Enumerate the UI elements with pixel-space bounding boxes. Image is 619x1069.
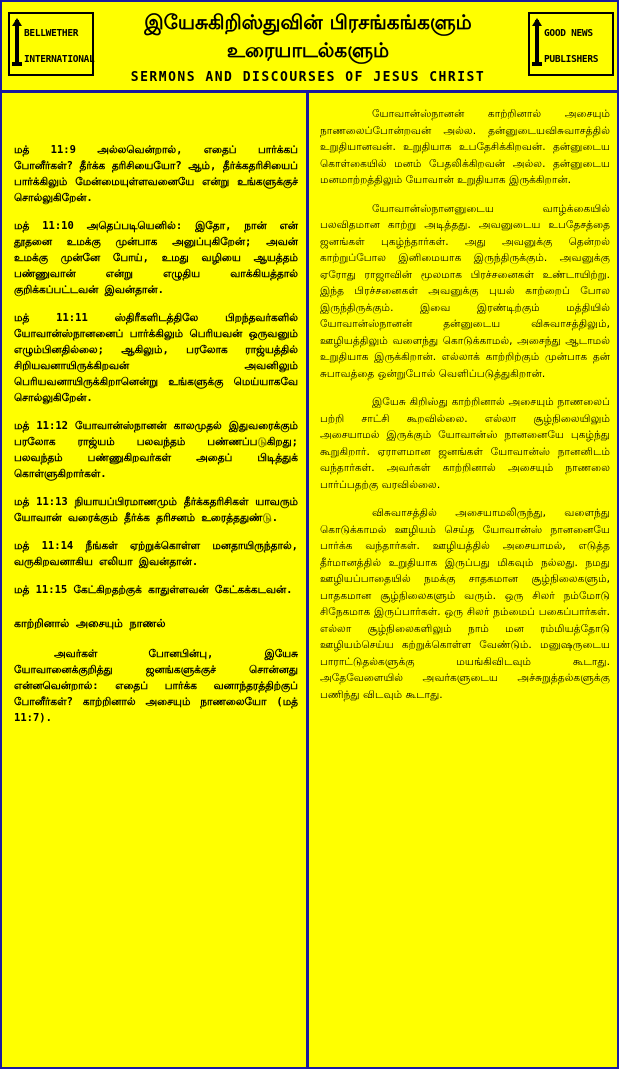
logo-right-line1: GOOD NEWS: [544, 28, 593, 39]
column-divider: [306, 93, 309, 1067]
logo-left-line2: INTERNATIONAL: [24, 54, 95, 65]
header: [2, 2, 617, 93]
section-heading: காற்றினால் அசையும் நாணல்: [14, 617, 166, 630]
title-tamil-line2: உரையாடல்களும்: [226, 38, 390, 62]
body-paragraph: யோவான்ஸ்நானனுடைய வாழ்க்கையில் பலவிதமான காற்று அடித்தது. அவனுடைய உபதேசத்தை ஜனங்கள் புகழ்ந்தார்கள். அது அவனுக்கு தென்றல் காற்றுப்போல இனிமையாக இருந்திருக்கும். அவனுக்கு ஏரோது ராஜாவின் மூலமாக பிரச்சனைகள் உண்டாயிற்று. இந்த பிரச்சனைகள் அவனுக்கு புயல் காற்றைப் போல இருந்திருக்கும். இவை இரண்டிற்கும் மத்தியில் யோவான்ஸ்நானன் தன்னுடைய விசுவாசத்திலும், ஊழியத்திலும் வளைந்து கொடுக்காமல், அசைந்து ஆடாமல் உறுதியாக இருக்கிறான். எல்லாக் காற்றிற்கும் முன்பாக தன் சுபாவத்தை ஒன்றுபோல் வெளிப்படுத்துகிறான்.: [320, 202, 610, 380]
logo-right-line2: PUBLISHERS: [544, 54, 599, 65]
right-column: [320, 106, 610, 715]
good-news-logo: [528, 12, 614, 76]
bellwether-logo: [8, 12, 94, 76]
title-block: [108, 8, 516, 88]
verse-paragraph: மத் 11:10 அதெப்படியெனில்: இதோ, நான் என் தூதனை உமக்கு முன்பாக அனுப்புகிறேன்; அவன் உமக்கு முன்னே போய், உமது வழியை ஆயத்தம் பண்ணுவான் என்று எழுதிய வாக்கியத்தால் குறிக்கப்பட்டவன் இவன்தான்.: [14, 220, 298, 296]
title-tamil-line1: இயேசுகிறிஸ்துவின் பிரசங்கங்களும்: [144, 10, 472, 34]
logo-left-line1: BELLWETHER: [24, 28, 79, 39]
closing-paragraph: அவர்கள் போனபின்பு, இயேசு யோவானைக்குறித்து ஜனங்களுக்குச் சொன்னது என்னவென்றால்: எதைப் பார்க்க வனாந்தரத்திற்குப் போனீர்கள்? காற்றினால் அசையும் நாணலையோ (மத் 11:7).: [14, 648, 298, 724]
body-paragraph: விசுவாசத்தில் அசையாமலிருந்து, வளைந்து கொடுக்காமல் ஊழியம் செய்த யோவான்ஸ் நானனையே பார்க்க வந்தார்கள். ஊழியத்தில் அசையாமல், எடுத்த தீர்மானத்தில் உறுதியாக இருப்பது மிகவும் நல்லது. நமது ஊழியப்பாதையில் நமக்கு சாதகமான சூழ்நிலைகளும், பாதகமான சூழ்நிலைகளும் வரும். ஒரு சிலர் நம்மோடு சிநேகமாக இருப்பார்கள். ஒரு சிலர் நம்மைப் பகைப்பார்கள். எல்லா சூழ்நிலைகளிலும் நாம் மன ரம்மியத்தோடு ஊழியம்செய்ய கற்றுக்கொள்ள வேண்டும். மனுஷருடைய பாராட்டுதல்களுக்கு மயங்கிவிடவும் கூடாது. அதேவேளையில் அவர்களுடைய அச்சுறுத்தல்களுக்கு பணிந்து விடவும் கூடாது.: [320, 507, 610, 701]
title-english: SERMONS AND DISCOURSES OF JESUS CHRIST: [130, 70, 486, 85]
logo-emblem-icon: [532, 18, 542, 68]
body-paragraph: இயேசு கிறிஸ்து காற்றினால் அசையும் நாணலைப் பற்றி சாட்சி கூறவில்லை. எல்லா சூழ்நிலையிலும் அசையாமல் இருக்கும் யோவான்ஸ் நானனையே புகழ்ந்து கூறுகிறார். ஏராளமான ஜனங்கள் யோவான்ஸ் நானனிடம் வந்தார்கள். அவர்கள் காற்றினால் அசையும் நாணலை பார்ப்பதற்கு வரவில்லை.: [320, 396, 610, 491]
logo-emblem-icon: [12, 18, 22, 68]
verse-paragraph: மத் 11:15 கேட்கிறதற்குக் காதுள்ளவன் கேட்கக்கடவன்.: [14, 584, 293, 596]
verse-paragraph: மத் 11:9 அல்லவென்றால், எதைப் பார்க்கப் போனீர்கள்? தீர்க்க தரிசியையோ? ஆம், தீர்க்கதரிசியைப் பார்க்கிலும் மேன்மையுள்ளவனையே என்று உங்களுக்குச் சொல்லுகிறேன்.: [14, 144, 298, 204]
verse-paragraph: மத் 11:12 யோவான்ஸ்நானன் காலமுதல் இதுவரைக்கும் பரலோக ராஜ்யம் பலவந்தம் பண்ணப்படுகிறது; பலவந்தம் பண்ணுகிறவர்கள் அதைப் பிடித்துக் கொள்ளுகிறார்கள்.: [14, 420, 298, 480]
verse-paragraph: மத் 11:14 நீங்கள் ஏற்றுக்கொள்ள மனதாயிருந்தால், வருகிறவனாகிய எலியா இவன்தான்.: [14, 540, 298, 568]
verse-paragraph: மத் 11:13 நியாயப்பிரமாணமும் தீர்க்கதரிசிகள் யாவரும் யோவான் வரைக்கும் தீர்க்க தரிசனம் உரைத்ததுண்டு.: [14, 496, 298, 524]
verse-paragraph: மத் 11:11 ஸ்திரீகளிடத்திலே பிறந்தவர்களில் யோவான்ஸ்நானனைப் பார்க்கிலும் பெரியவன் ஒருவனும் எழும்பினதில்லை; ஆகிலும், பரலோக ராஜ்யத்தில் சிறியவனாயிருக்கிறவன் அவனிலும் பெரியவனாயிருக்கிறானென்று உங்களுக்கு மெய்யாகவே சொல்லுகிறேன்.: [14, 312, 298, 404]
body-paragraph: யோவான்ஸ்நானன் காற்றினால் அசையும் நாணலைப்போன்றவன் அல்ல. தன்னுடையவிசுவாசத்தில் உறுதியானவன். உறுதியாக உபதேசிக்கிறவன். தன்னுடைய கொள்கையில் மனம் பேதலிக்கிறவன் அல்ல. தன்னுடைய மனமாற்றத்திலும் யோவான் உறுதியாக இருக்கிறான்.: [320, 108, 610, 186]
left-column: [14, 142, 298, 738]
